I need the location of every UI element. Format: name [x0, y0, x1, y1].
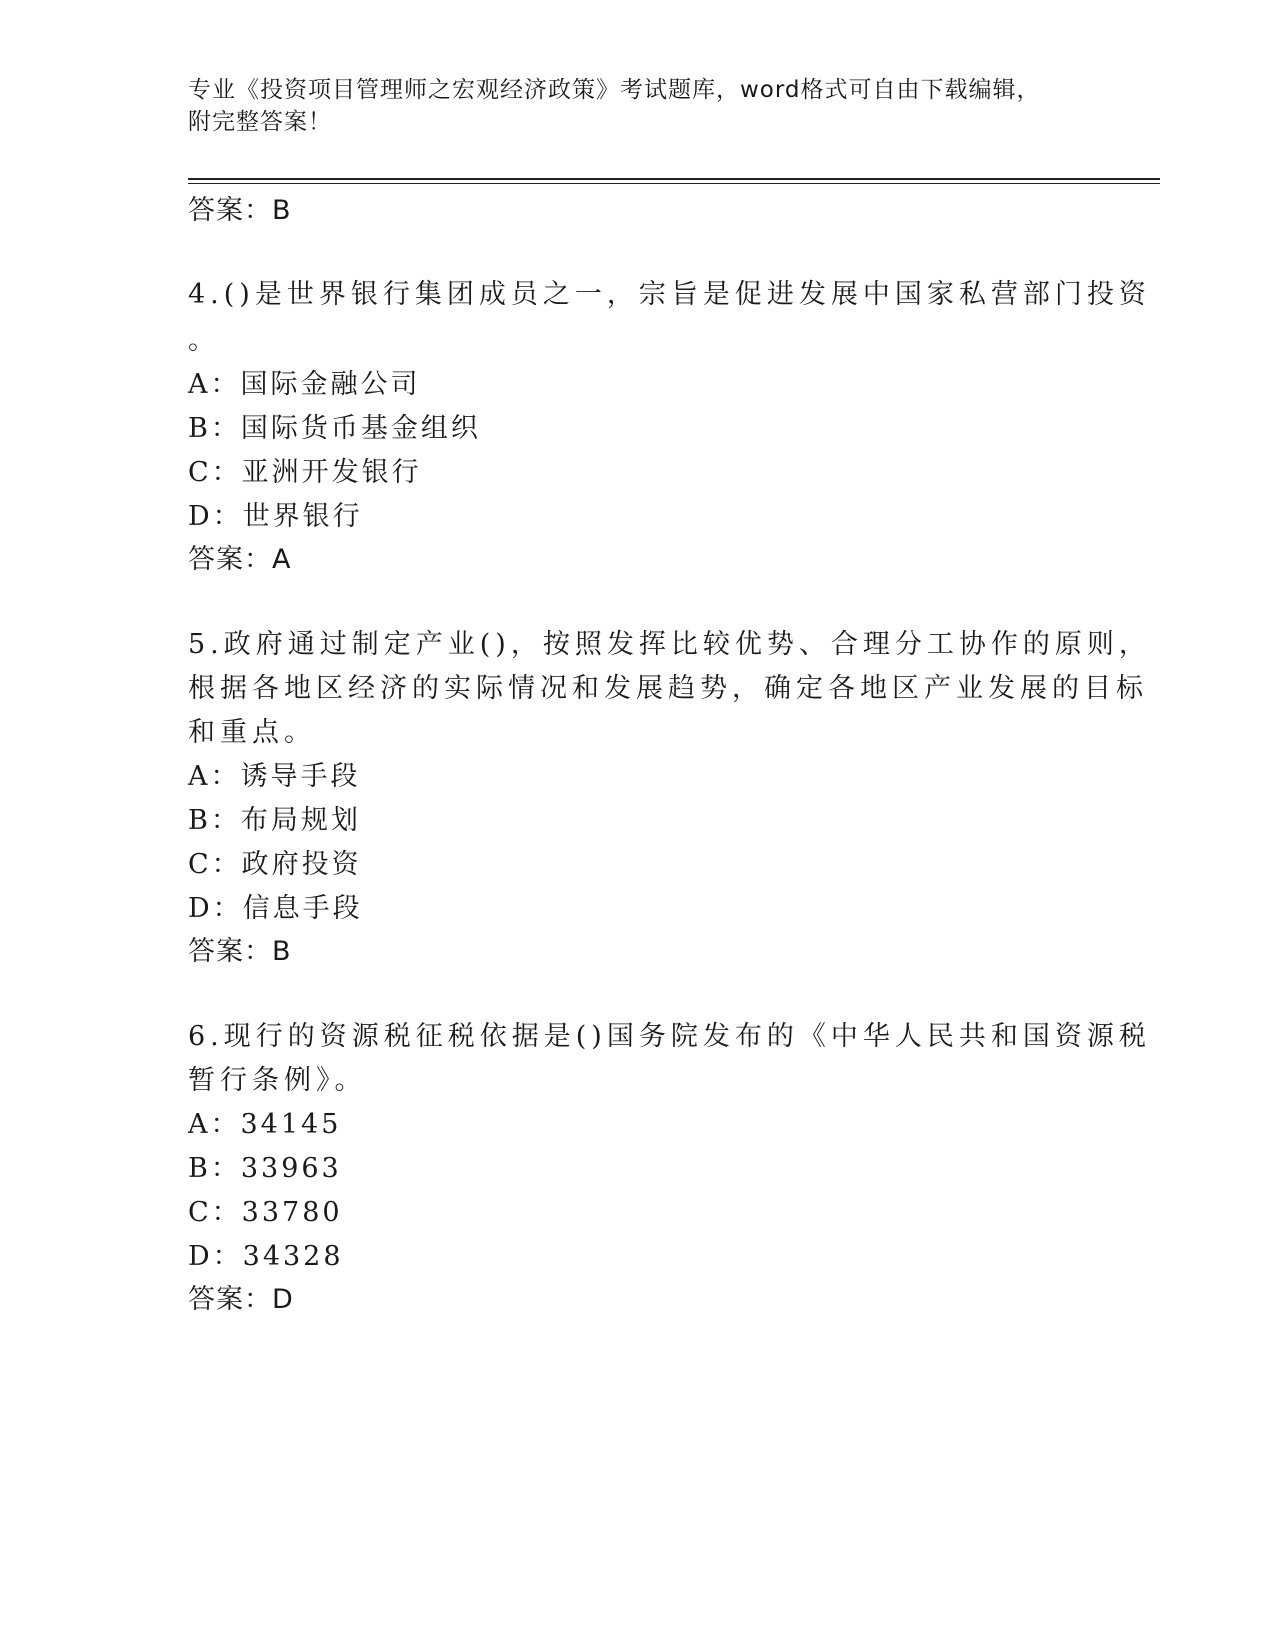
header-divider-thin: [188, 183, 1160, 184]
question-5-option-c: C：政府投资: [188, 849, 362, 880]
previous-answer: 答案：B: [188, 195, 292, 226]
question-4-option-d: D：世界银行: [188, 501, 363, 532]
question-4-stem-line-1: 4.()是世界银行集团成员之一，宗旨是促进发展中国家私营部门投资: [188, 279, 1151, 310]
question-6-answer: 答案：D: [188, 1284, 294, 1315]
header-line-2: 附完整答案！: [188, 109, 332, 135]
question-4-option-a: A：国际金融公司: [188, 369, 421, 400]
question-5-stem-line-2: 根据各地区经济的实际情况和发展趋势，确定各地区产业发展的目标: [188, 673, 1148, 704]
question-5-option-a: A：诱导手段: [188, 761, 361, 792]
question-5-stem-line-3: 和重点。: [188, 717, 316, 748]
question-4-option-c: C：亚洲开发银行: [188, 457, 422, 488]
question-6-option-d: D：34328: [188, 1241, 344, 1272]
question-4-answer: 答案：A: [188, 544, 292, 575]
question-4-stem-line-2: 。: [188, 325, 220, 356]
question-6-stem-line-2: 暂行条例》。: [188, 1065, 367, 1096]
question-4-option-b: B：国际货币基金组织: [188, 413, 481, 444]
question-5-option-d: D：信息手段: [188, 893, 363, 924]
question-5-answer: 答案：B: [188, 936, 292, 967]
header-divider-thick: [188, 178, 1160, 180]
document-header: [188, 74, 1168, 138]
header-line-1: 专业《投资项目管理师之宏观经济政策》考试题库，word格式可自由下载编辑，: [188, 77, 1041, 103]
question-6-option-c: C：33780: [188, 1197, 343, 1228]
question-6-stem-line-1: 6.现行的资源税征税依据是()国务院发布的《中华人民共和国资源税: [188, 1021, 1151, 1052]
question-6-option-b: B：33963: [188, 1153, 342, 1184]
question-5-option-b: B：布局规划: [188, 805, 361, 836]
question-5-stem-line-1: 5.政府通过制定产业()，按照发挥比较优势、合理分工协作的原则，: [188, 629, 1151, 660]
question-6-option-a: A：34145: [188, 1109, 342, 1140]
